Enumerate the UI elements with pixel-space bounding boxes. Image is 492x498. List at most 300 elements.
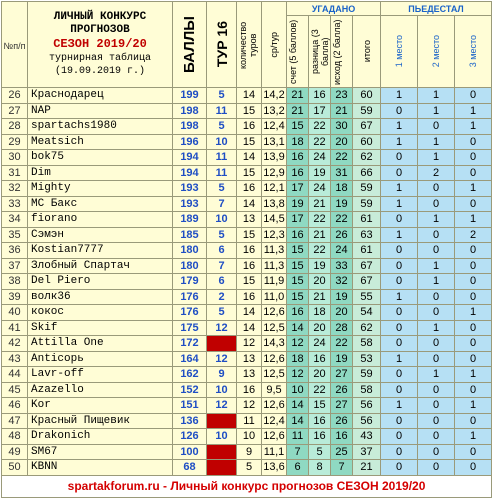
table-row	[2, 444, 492, 460]
first-place-cell: 0	[381, 305, 418, 321]
header-place3	[455, 16, 492, 88]
games-count-cell: 13	[237, 212, 262, 228]
second-place-cell: 0	[418, 413, 455, 429]
third-place-cell: 0	[455, 289, 492, 305]
second-place-cell: 0	[418, 460, 455, 476]
third-place-cell: 1	[455, 398, 492, 414]
row-number: 39	[2, 289, 28, 305]
games-count-cell: 14	[237, 305, 262, 321]
games-count-cell: 12	[237, 336, 262, 352]
first-place-cell: 0	[381, 444, 418, 460]
first-place-cell: 1	[381, 289, 418, 305]
row-number: 26	[2, 88, 28, 104]
second-place-cell: 0	[418, 305, 455, 321]
second-place-cell: 1	[418, 150, 455, 166]
games-count-cell: 16	[237, 289, 262, 305]
guessed-total-cell: 67	[353, 274, 381, 290]
outcome-cell: 24	[331, 243, 353, 259]
exact-score-cell: 14	[287, 320, 309, 336]
second-place-cell: 1	[418, 367, 455, 383]
tour-points-cell	[207, 444, 237, 460]
points-cell: 179	[173, 274, 207, 290]
guessed-total-cell: 60	[353, 134, 381, 150]
second-place-cell: 0	[418, 181, 455, 197]
guessed-total-cell: 58	[353, 382, 381, 398]
header-score-label: счет (5 баллов)	[287, 19, 298, 84]
games-count-cell: 13	[237, 351, 262, 367]
guessed-total-cell: 62	[353, 150, 381, 166]
table-row	[2, 289, 492, 305]
points-cell: 198	[173, 119, 207, 135]
exact-score-cell: 15	[287, 243, 309, 259]
guessed-total-cell: 62	[353, 320, 381, 336]
first-place-cell: 1	[381, 227, 418, 243]
table-row	[2, 413, 492, 429]
average-cell: 13,6	[263, 461, 285, 474]
exact-score-cell: 18	[287, 134, 309, 150]
table-subtitle: турнирная таблица	[48, 53, 152, 64]
participant-name: KBNN	[28, 460, 173, 476]
first-place-cell: 1	[381, 181, 418, 197]
points-cell: 193	[173, 181, 207, 197]
row-number: 28	[2, 119, 28, 135]
second-place-cell: 1	[418, 134, 455, 150]
tour-points-cell: 5	[207, 227, 237, 243]
points-cell: 199	[173, 88, 207, 104]
participant-name: SM67	[28, 444, 173, 460]
games-count-cell: 14	[237, 196, 262, 212]
header-score	[287, 16, 309, 88]
row-number: 30	[2, 150, 28, 166]
guessed-total-cell: 61	[353, 243, 381, 259]
goal-diff-cell: 22	[309, 382, 331, 398]
second-place-cell: 0	[418, 351, 455, 367]
goal-diff-cell: 24	[309, 336, 331, 352]
goal-diff-cell: 24	[309, 181, 331, 197]
third-place-cell: 0	[455, 258, 492, 274]
points-cell: 164	[173, 351, 207, 367]
tour-points-cell	[207, 413, 237, 429]
second-place-cell: 0	[418, 119, 455, 135]
row-number: 44	[2, 367, 28, 383]
games-count-cell: 15	[237, 274, 262, 290]
goal-diff-cell: 21	[309, 289, 331, 305]
participant-name: Attilla One	[28, 336, 173, 352]
first-place-cell: 1	[381, 398, 418, 414]
outcome-cell: 27	[331, 367, 353, 383]
table-row	[2, 398, 492, 414]
average-cell: 12,6	[263, 352, 285, 365]
games-count-cell: 9	[237, 444, 262, 460]
second-place-cell: 1	[418, 103, 455, 119]
participant-name: Azazello	[28, 382, 173, 398]
exact-score-cell: 21	[287, 103, 309, 119]
first-place-cell: 0	[381, 150, 418, 166]
points-cell: 136	[173, 413, 207, 429]
participant-name: NAP	[28, 103, 173, 119]
exact-score-cell: 15	[287, 274, 309, 290]
games-count-cell: 15	[237, 227, 262, 243]
exact-score-cell: 16	[287, 305, 309, 321]
row-number: 31	[2, 165, 28, 181]
average-cell: 12,3	[263, 228, 285, 241]
exact-score-cell: 16	[287, 165, 309, 181]
first-place-cell: 0	[381, 165, 418, 181]
exact-score-cell: 14	[287, 413, 309, 429]
tour-points-cell: 10	[207, 134, 237, 150]
row-number: 36	[2, 243, 28, 259]
games-count-cell: 15	[237, 134, 262, 150]
table-row	[2, 88, 492, 104]
points-cell: 176	[173, 289, 207, 305]
first-place-cell: 0	[381, 413, 418, 429]
third-place-cell: 0	[455, 351, 492, 367]
games-count-cell: 5	[237, 460, 262, 476]
goal-diff-cell: 22	[309, 212, 331, 228]
goal-diff-cell: 19	[309, 258, 331, 274]
row-number: 43	[2, 351, 28, 367]
first-place-cell: 0	[381, 320, 418, 336]
row-number: 35	[2, 227, 28, 243]
participant-name: Skif	[28, 320, 173, 336]
third-place-cell: 1	[455, 212, 492, 228]
row-number: 46	[2, 398, 28, 414]
table-row	[2, 227, 492, 243]
outcome-cell: 20	[331, 134, 353, 150]
average-cell: 12,4	[263, 414, 285, 427]
second-place-cell: 0	[418, 398, 455, 414]
guessed-total-cell: 37	[353, 444, 381, 460]
table-row	[2, 181, 492, 197]
outcome-cell: 7	[331, 460, 353, 476]
participant-name: fiorano	[28, 212, 173, 228]
header-tour	[207, 2, 237, 88]
header-games	[237, 2, 262, 88]
exact-score-cell: 14	[287, 398, 309, 414]
table-row	[2, 429, 492, 445]
guessed-total-cell: 66	[353, 165, 381, 181]
second-place-cell: 1	[418, 212, 455, 228]
table-row	[2, 119, 492, 135]
guessed-total-cell: 59	[353, 367, 381, 383]
third-place-cell: 1	[455, 367, 492, 383]
goal-diff-cell: 20	[309, 274, 331, 290]
header-number-label: №п/п	[3, 40, 26, 51]
points-cell: 194	[173, 165, 207, 181]
tour-points-cell: 9	[207, 367, 237, 383]
table-row	[2, 274, 492, 290]
participant-name: Краснодарец	[28, 88, 173, 104]
participant-name: Красный Пищевик	[28, 413, 173, 429]
points-cell: 196	[173, 134, 207, 150]
average-cell: 12,6	[263, 430, 285, 443]
row-number: 41	[2, 320, 28, 336]
goal-diff-cell: 22	[309, 134, 331, 150]
guessed-total-cell: 63	[353, 227, 381, 243]
games-count-cell: 16	[237, 181, 262, 197]
goal-diff-cell: 16	[309, 429, 331, 445]
tour-points-cell: 11	[207, 165, 237, 181]
games-count-cell: 11	[237, 413, 262, 429]
exact-score-cell: 18	[287, 351, 309, 367]
second-place-cell: 1	[418, 320, 455, 336]
first-place-cell: 0	[381, 367, 418, 383]
points-cell: 198	[173, 103, 207, 119]
tour-points-cell: 7	[207, 258, 237, 274]
points-cell: 172	[173, 336, 207, 352]
third-place-cell: 0	[455, 413, 492, 429]
first-place-cell: 1	[381, 119, 418, 135]
guessed-total-cell: 67	[353, 258, 381, 274]
guessed-total-cell: 59	[353, 196, 381, 212]
points-cell: 152	[173, 382, 207, 398]
points-cell: 175	[173, 320, 207, 336]
header-outcome-label: исход (2 балла)	[331, 18, 342, 85]
goal-diff-cell: 16	[309, 88, 331, 104]
points-cell: 68	[173, 460, 207, 476]
outcome-cell: 26	[331, 413, 353, 429]
tour-points-cell: 6	[207, 243, 237, 259]
row-number: 34	[2, 212, 28, 228]
table-row	[2, 258, 492, 274]
average-cell: 12,6	[263, 399, 285, 412]
header-title-block	[28, 2, 173, 88]
second-place-cell: 0	[418, 289, 455, 305]
guessed-total-cell: 53	[353, 351, 381, 367]
first-place-cell: 0	[381, 382, 418, 398]
average-cell: 12,5	[263, 321, 285, 334]
participant-name: Злобный Спартач	[28, 258, 173, 274]
guessed-total-cell: 59	[353, 103, 381, 119]
exact-score-cell: 7	[287, 444, 309, 460]
average-cell: 11,0	[262, 289, 287, 305]
first-place-cell: 0	[381, 212, 418, 228]
outcome-cell: 27	[331, 398, 353, 414]
third-place-cell: 1	[455, 103, 492, 119]
average-cell: 14,2	[263, 89, 285, 102]
goal-diff-cell: 5	[309, 444, 331, 460]
row-number: 50	[2, 460, 28, 476]
third-place-cell: 2	[455, 227, 492, 243]
exact-score-cell: 10	[287, 382, 309, 398]
participant-name: Dim	[28, 165, 173, 181]
header-place2	[418, 16, 455, 88]
first-place-cell: 0	[381, 336, 418, 352]
outcome-cell: 16	[331, 429, 353, 445]
guessed-total-cell: 61	[353, 212, 381, 228]
guessed-total-cell: 58	[353, 336, 381, 352]
row-number: 33	[2, 196, 28, 212]
average-cell: 14,5	[263, 213, 285, 226]
points-cell: 151	[173, 398, 207, 414]
participant-name: волк36	[28, 289, 173, 305]
average-cell: 11,3	[262, 258, 287, 274]
participant-name: Lavr-off	[28, 367, 173, 383]
row-number: 32	[2, 181, 28, 197]
third-place-cell: 0	[455, 196, 492, 212]
exact-score-cell: 17	[287, 212, 309, 228]
average-cell: 13,9	[263, 151, 285, 164]
table-row	[2, 320, 492, 336]
second-place-cell: 1	[418, 88, 455, 104]
header-points	[173, 2, 207, 88]
exact-score-cell: 17	[287, 181, 309, 197]
average-cell: 11,9	[262, 274, 287, 290]
average-cell: 12,6	[263, 306, 285, 319]
header-average	[262, 2, 287, 88]
third-place-cell: 0	[455, 336, 492, 352]
table-row	[2, 460, 492, 476]
goal-diff-cell: 18	[309, 305, 331, 321]
header-total	[353, 16, 381, 88]
row-number: 45	[2, 382, 28, 398]
games-count-cell: 15	[237, 103, 262, 119]
exact-score-cell: 16	[287, 150, 309, 166]
exact-score-cell: 11	[287, 429, 309, 445]
row-number: 49	[2, 444, 28, 460]
outcome-cell: 20	[331, 305, 353, 321]
participant-name: Kor	[28, 398, 173, 414]
header-diff-label: разница (3 балла)	[309, 29, 330, 74]
first-place-cell: 1	[381, 88, 418, 104]
outcome-cell: 25	[331, 444, 353, 460]
games-count-cell: 13	[237, 367, 262, 383]
outcome-cell: 30	[331, 119, 353, 135]
table-row	[2, 382, 492, 398]
points-cell: 180	[173, 258, 207, 274]
games-count-cell: 10	[237, 429, 262, 445]
season-label: СЕЗОН 2019/20	[53, 37, 147, 51]
participant-name: Anticopь	[28, 351, 173, 367]
third-place-cell: 0	[455, 134, 492, 150]
third-place-cell: 1	[455, 119, 492, 135]
row-number: 38	[2, 274, 28, 290]
tour-points-cell: 12	[207, 351, 237, 367]
row-number: 48	[2, 429, 28, 445]
tour-points-cell: 10	[207, 382, 237, 398]
table-row	[2, 305, 492, 321]
header-guessed-label: УГАДАНО	[311, 3, 356, 14]
exact-score-cell: 12	[287, 367, 309, 383]
row-number: 27	[2, 103, 28, 119]
points-cell: 162	[173, 367, 207, 383]
header-outcome	[331, 16, 353, 88]
row-number: 47	[2, 413, 28, 429]
outcome-cell: 28	[331, 320, 353, 336]
average-cell: 11,1	[262, 444, 287, 460]
participant-name: bok75	[28, 150, 173, 166]
tour-points-cell	[207, 336, 237, 352]
footer-caption	[2, 475, 492, 497]
average-cell: 13,8	[263, 197, 285, 210]
outcome-cell: 19	[331, 351, 353, 367]
header-place3-label: 3 место	[468, 35, 479, 68]
row-number: 42	[2, 336, 28, 352]
table-row	[2, 165, 492, 181]
header-total-label: итого	[361, 40, 372, 63]
first-place-cell: 0	[381, 274, 418, 290]
tour-points-cell: 11	[207, 150, 237, 166]
contest-title-line2: ПРОГНОЗОВ	[70, 24, 130, 36]
participant-name: Kostian7777	[28, 243, 173, 259]
second-place-cell: 0	[418, 227, 455, 243]
header-points-label: БАЛЛЫ	[180, 16, 198, 73]
footer-text: spartakforum.ru - Личный конкурс прогнозов СЕЗОН 2019/20	[67, 479, 426, 493]
average-cell: 12,1	[263, 182, 285, 195]
header-place2-label: 2 место	[431, 35, 442, 68]
games-count-cell: 14	[237, 88, 262, 104]
points-cell: 193	[173, 196, 207, 212]
average-cell: 12,9	[263, 166, 285, 179]
average-cell: 13,2	[263, 104, 285, 117]
tour-points-cell: 7	[207, 196, 237, 212]
tour-points-cell: 12	[207, 320, 237, 336]
table-row	[2, 367, 492, 383]
guessed-total-cell: 67	[353, 119, 381, 135]
guessed-total-cell: 21	[353, 460, 381, 476]
first-place-cell: 1	[381, 134, 418, 150]
games-count-cell: 16	[237, 258, 262, 274]
average-cell: 13,1	[263, 135, 285, 148]
goal-diff-cell: 17	[309, 103, 331, 119]
tour-points-cell: 12	[207, 398, 237, 414]
third-place-cell: 0	[455, 88, 492, 104]
tour-points-cell: 5	[207, 181, 237, 197]
outcome-cell: 22	[331, 150, 353, 166]
table-date: (19.09.2019 г.)	[54, 66, 145, 77]
first-place-cell: 0	[381, 243, 418, 259]
third-place-cell: 1	[455, 181, 492, 197]
outcome-cell: 18	[331, 181, 353, 197]
outcome-cell: 26	[331, 382, 353, 398]
participant-name: Mighty	[28, 181, 173, 197]
goal-diff-cell: 22	[309, 243, 331, 259]
row-number: 37	[2, 258, 28, 274]
points-cell: 194	[173, 150, 207, 166]
participant-name: spartachs1980	[28, 119, 173, 135]
table-row	[2, 243, 492, 259]
table-row	[2, 150, 492, 166]
tour-points-cell: 5	[207, 119, 237, 135]
average-cell: 9,5	[262, 382, 287, 398]
exact-score-cell: 19	[287, 196, 309, 212]
outcome-cell: 23	[331, 88, 353, 104]
second-place-cell: 0	[418, 336, 455, 352]
first-place-cell: 0	[381, 103, 418, 119]
outcome-cell: 22	[331, 336, 353, 352]
header-average-label: ср/тур	[269, 31, 279, 58]
third-place-cell: 0	[455, 382, 492, 398]
games-count-cell: 16	[237, 243, 262, 259]
games-count-cell: 16	[237, 119, 262, 135]
average-cell: 12,5	[263, 368, 285, 381]
exact-score-cell: 16	[287, 227, 309, 243]
table-row	[2, 212, 492, 228]
third-place-cell: 0	[455, 460, 492, 476]
table-row	[2, 196, 492, 212]
table-row	[2, 134, 492, 150]
goal-diff-cell: 19	[309, 165, 331, 181]
participant-name: кокос	[28, 305, 173, 321]
points-cell: 189	[173, 212, 207, 228]
third-place-cell: 0	[455, 150, 492, 166]
guessed-total-cell: 43	[353, 429, 381, 445]
second-place-cell: 0	[418, 196, 455, 212]
outcome-cell: 19	[331, 196, 353, 212]
points-cell: 126	[173, 429, 207, 445]
row-number: 40	[2, 305, 28, 321]
points-cell: 185	[173, 227, 207, 243]
